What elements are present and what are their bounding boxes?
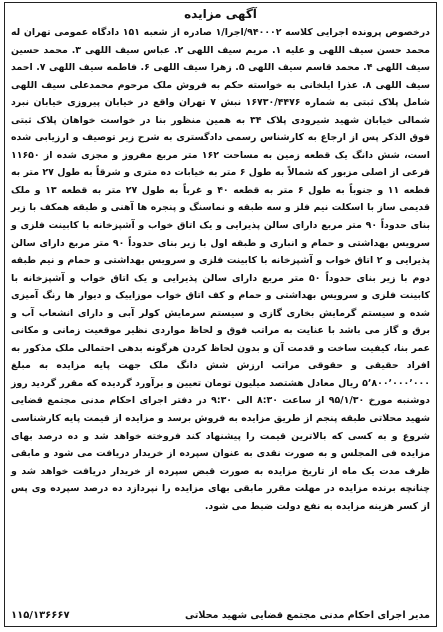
signature-line: مدیر اجرای احکام مدنی مجتمع قضایی شهید محلاتی (185, 609, 430, 621)
notice-title: آگهی مزایده (184, 7, 257, 21)
notice-footer (11, 607, 430, 623)
reference-number: ۱۱۵/۱۳۶۶۶۷ (11, 609, 70, 621)
auction-notice (4, 2, 437, 627)
notice-body: درخصوص پرونده اجرایی کلاسه ۹۴۰۰۰۲/اجرا/۱ صادره از شعبه ۱۵۱ دادگاه عمومی تهران له محمد حسن سیف اللهی و علیه ۱. مریم سیف اللهی ۲. عباس سیف اللهی ۳. محمد حسین سیف اللهی ۴. محمد قاسم سیف اللهی ۵. زهرا سیف اللهی ۶. فاطمه سیف اللهی ۷. احمد سیف اللهی ۸. عذرا ایلخانی به خواسته حکم به فروش ملک مرحوم محمدعلی سیف اللهی شامل پلاک ثبتی به شماره ۱۶۷۳۰/۴۴۷۶ نبش ۷ تهران واقع در خیابان پیروزی خیابان نبرد شمالی خیابان شهید شیرودی پلاک ۳۴ به همین منظور بنا در خواست خواهان پلاک ثبتی فوق الذکر پس از ارجاع به کارشناس رسمی دادگستری به شرح زیر توصیف و ارزیابی شده است، شش دانگ یک قطعه زمین به مساحت ۱۶۲ متر مربع مفروز و مجزی شده از ۱۱۶۵۰ فرعی از اصلی مزبور که شمالاً به طول ۶ متر به خیابات ده متری و شرقاً به طول ۲۷ متر به قطعه ۱۱ و جنوباً به طول ۶ متر به قطعه ۴۰ و غرباً به طول ۲۷ متر به قطعه ۱۳ و ملک قدیمی ساز با اسکلت نیم فلز و سه طبقه و نماسنگ و پنجره ها آهنی و طبقه همکف با زیر بنای حدوداً ۹۰ متر مربع دارای سالن پذیرایی و یک اتاق خواب و آشپزخانه با کابینت فلزی و سرویس بهداشتی و حمام و انباری و طبقه اول با زیر بنای حدوداً ۹۰ متر مربع دارای سالن پذیرایی و ۲ اتاق خواب و آشپزخانه با کابینت فلزی و سرویس بهداشتی و حمام و نیم طبقه دوم با زیر بنای حدوداً ۵۰ متر مربع دارای سالن پذیرایی و یک اتاق خواب و آشپزخانه با کابینت فلزی و سرویس بهداشتی و حمام و کف اتاق خواب موزاییک و دیوار ها رنگ آمیزی شده و سیستم گرمایش بخاری گازی و سیستم سرمایش کولر آبی و دارای انشعاب آب و برق و گاز می باشد با عنایت به مراتب فوق و لحاظ مواردی نظیر موقعیت زمانی و مکانی عمر بنا، کیفیت ساخت و قدمت آن و بدون لحاظ کردن هرگونه بدهی احتمالی ملک مذکور به افراد حقیقی و حقوقی مراتب ارزش شش دانگ ملک جهت پایه مزایده به مبلغ ۵٬۸۰۰٬۰۰۰٬۰۰۰ ریال معادل هشتصد میلیون تومان تعیین و برآورد گردیده که مقرر گردید روز دوشنبه مورخ ۹۵/۱/۳۰ از ساعت ۸:۳۰ الی ۹:۳۰ در دفتر اجرای احکام مدنی مجتمع قضایی شهید محلاتی طبقه پنجم از طریق مزایده به فروش برسد و مزایده از قیمت پایه کارشناسی شروع و به کسی که بالاترین قیمت را پیشنهاد کند فروخته خواهد شد و ده درصد بهای مزایده فی المجلس و به صورت نقدی به عنوان سپرده از خریدار دریافت می شود و مابقی ظرف مدت یک ماه از تاریخ مزایده به صورت قبض سپرده از خریدار دریافت خواهد شد و چنانچه برنده مزایده در مهلت مقرر مابقی بهای مزایده را نپردازد ده درصد سپرده وی پس از کسر هزینه مزایده به نفع دولت ضبط می شود. (11, 27, 431, 512)
